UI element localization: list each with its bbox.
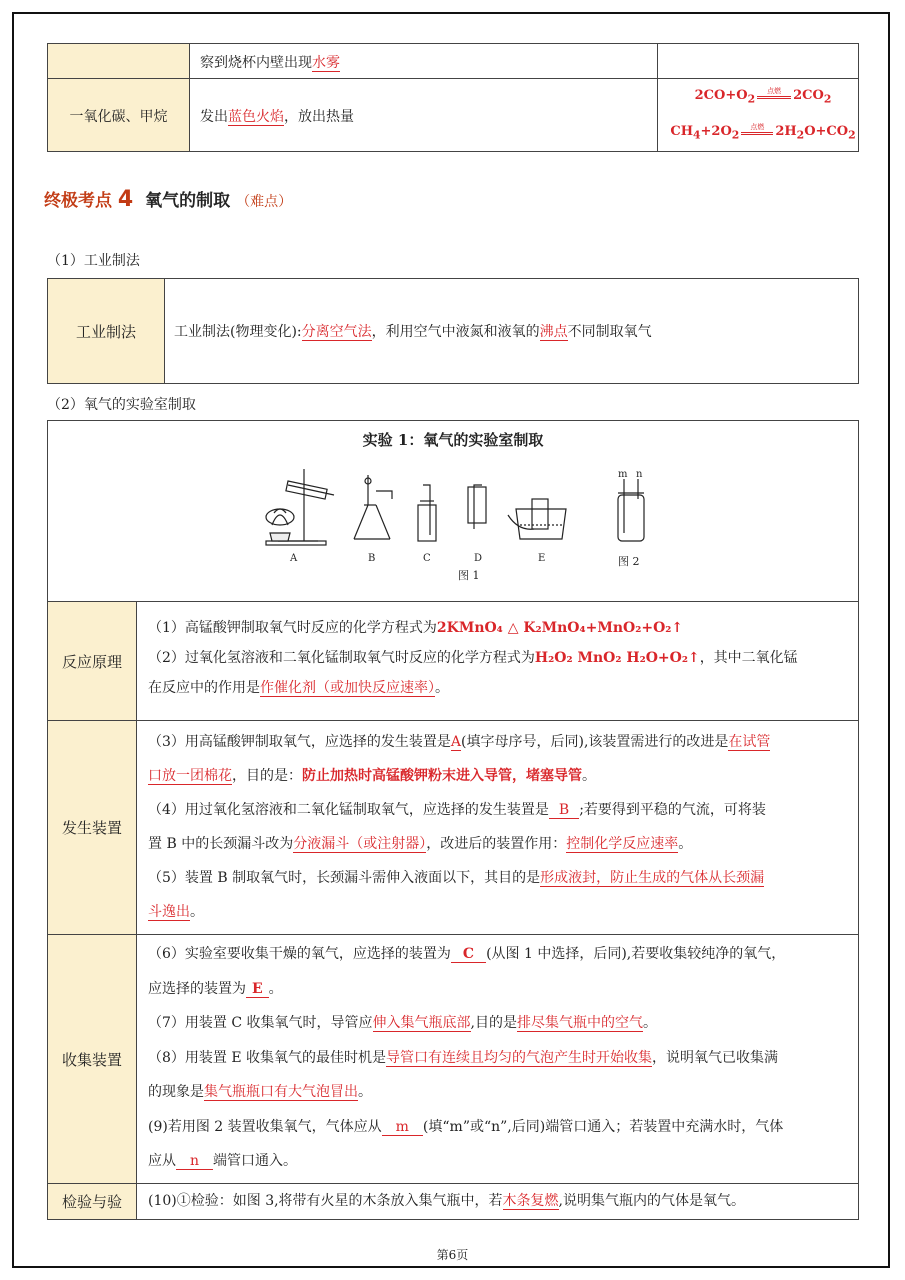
collector-body: （6）实验室要收集干燥的氧气，应选择的装置为 C (从图 1 中选择，后同),若要收集较纯净的氧气， 应选择的装置为 E 。 （7）用装置 C 收集氧气时，导管应伸入集气瓶底部,目的是排尽集气瓶中的空气。 （8）用装置 E 收集氧气的最佳时机是导管口有连续且均匀的气泡产生时开始收集，说明氧气已收集满 的现象是集气瓶瓶口有大气泡冒出。 (9)若用图 2 装置收集氧气，气体应从 m (填“m”或“n”,后同)端管口通入；若装置中充满水时，气体 应从 n 端管口通入。 (148, 946, 786, 1169)
top-row2-text: 发出蓝色火焰，放出热量 (200, 109, 354, 125)
equation-co: $2CO+O_2$ 点燃 $2CO_2$ (694, 87, 832, 106)
page-number: 第6页 (436, 1248, 469, 1262)
test-body: (10)①检验：如图 3,将带有火星的木条放入集气瓶中，若木条复燃,说明集气瓶内的气体是氧气。 (148, 1193, 745, 1209)
fig-label-a: A (290, 553, 298, 564)
generator-body: （3）用高锰酸钾制取氧气，应选择的发生装置是A(填字母序号，后同),该装置需进行的改进是在试管 口放一团棉花，目的是：防止加热时高锰酸钾粉末进入导管，堵塞导管。 （4）用过氧化氢溶液和二氧化锰制取氧气，应选择的发生装置是 B ;若要得到平稳的气流，可将装 置 B 中的长颈漏斗改为分液漏斗（或注射器），改进后的装置作用：控制化学反应速率。 （5）装置 B 制取氧气时，长颈漏斗需伸入液面以下，其目的是形成液封，防止生成的气体从长颈漏 斗逸出。 (148, 734, 771, 920)
industrial-heading: （1）工业制法 (47, 253, 140, 269)
apparatus-fig2-icon (618, 479, 644, 541)
apparatus-d-icon (468, 485, 486, 529)
fig2-label-n: n (636, 469, 643, 480)
apparatus-figure (258, 465, 678, 605)
apparatus-c-icon (418, 485, 436, 541)
apparatus-b-icon (354, 475, 392, 539)
industrial-text: 工业制法(物理变化):分离空气法，利用空气中液氮和液氧的沸点不同制取氧气 (174, 324, 652, 340)
industrial-label: 工业制法 (48, 279, 164, 383)
top-row1-text: 察到烧杯内壁出现水雾 (200, 55, 340, 71)
fig-label-c: C (423, 553, 431, 564)
fig2-caption: 图 2 (618, 555, 640, 568)
top-table (47, 43, 859, 152)
lab-table (47, 420, 859, 1220)
lab-title: 实验 1：氧气的实验室制取 (362, 431, 544, 449)
fig-label-d: D (474, 553, 483, 564)
collector-label: 收集装置 (48, 935, 136, 1183)
apparatus-a-icon (266, 469, 334, 545)
test-label: 检验与验 (48, 1184, 136, 1219)
fig-label-b: B (368, 553, 376, 564)
equation-ch4: $CH_4+2O_2$ 点燃 $2H_2O+CO_2$ (670, 123, 856, 142)
principle-label: 反应原理 (48, 602, 136, 720)
industrial-table (47, 278, 859, 384)
top-row2-label: 一氧化碳、甲烷 (69, 109, 168, 125)
generator-label: 发生装置 (48, 721, 136, 934)
section-title: 终极考点 4 氧气的制取 （难点） (44, 187, 293, 212)
top-table-label-column (48, 44, 189, 151)
fig1-caption: 图 1 (458, 569, 480, 582)
fig-label-e: E (538, 553, 546, 564)
apparatus-e-icon (508, 499, 566, 539)
principle-body: （1）高锰酸钾制取氧气时反应的化学方程式为2KMnO₄ △ K₂MnO₄+MnO₂+O₂↑ （2）过氧化氢溶液和二氧化锰制取氧气时反应的化学方程式为H₂O₂ MnO₂ H₂O+O₂↑，其中二氧化锰 在反应中的作用是作催化剂（或加快反应速率）。 (148, 620, 798, 696)
fig2-label-m: m (618, 469, 628, 480)
lab-heading: （2）氧气的实验室制取 (47, 397, 196, 413)
